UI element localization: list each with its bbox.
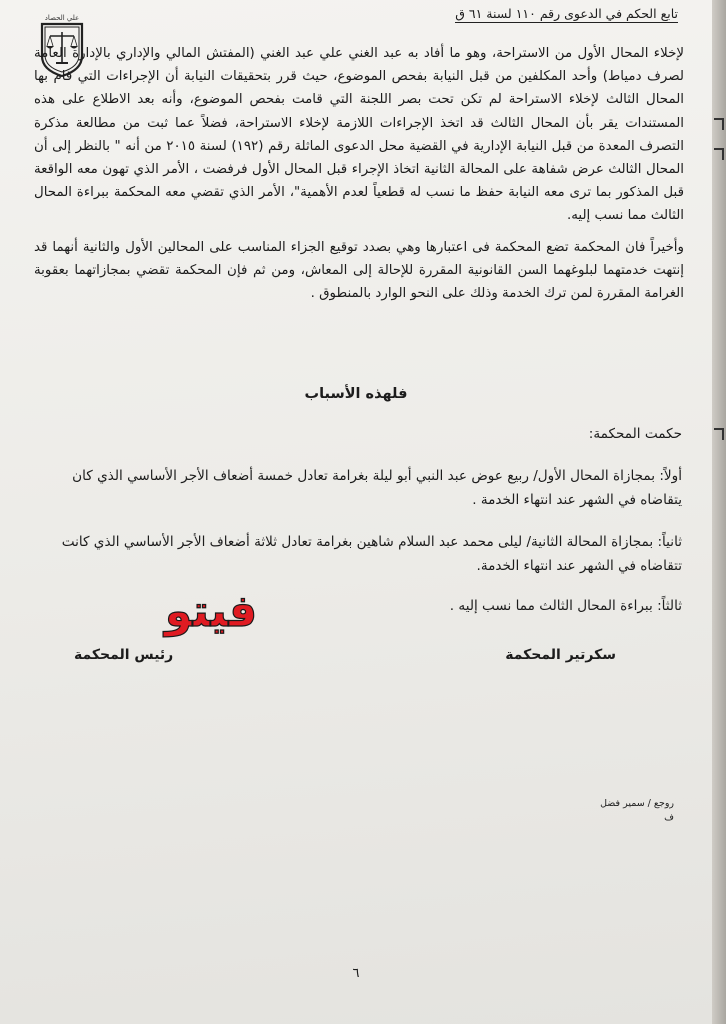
ruling-intro-text: حكمت المحكمة:: [588, 426, 682, 442]
case-reference-text: تابع الحكم في الدعوى رقم ١١٠ لسنة ٦١ ق: [455, 6, 678, 21]
judgment-body: [34, 42, 684, 305]
body-paragraph: لإخلاء المحال الأول من الاستراحة، وهو ما أفاد به عبد الغني علي عبد الغني (المفتش المالي والإداري بالإدارة العامة لصرف دمياط) وأحد المكلفين من قبل النيابة بفحص الموضوع، حيث قرر بتحقيقات النيابة أن الإجراءات التي قام بها المحال الثالث لإخلاء الاستراحة لم تكن تحت بصر اللجنة التي قامت بفحص الموضوع، وأنه بعد الاطلاع على هذه المستندات يقر بأن المحال الثالث قد اتخذ الإجراءات اللازمة لإخلاء الاستراحة، فضلاً عما ثبت من مطالعة مذكرة التصرف المعدة من قبل النيابة الإدارية في القضية محل الدعوى الماثلة رقم (١٩٢) لسنة ٢٠١٥ من أنه " بالنظر إلى أن المحال الثالث عرض شفاهة على المحالة الثانية اتخاذ الإجراء قبل المحال الأول فرفضت ، الأمر الذي تهون معه الواقعة قبل المذكور بما ترى معه النيابة حفظ ما نسب له قطعياً لعدم الأهمية"، الأمر الذي تقضي معه المحكمة ببراءة المحال الثالث مما نسب إليه.: [34, 46, 684, 224]
ruling-item-text: ثانياً: بمجازاة المحالة الثانية/ ليلى محمد عبد السلام شاهين بغرامة تعادل ثلاثة أضعاف الأجر الأساسي الذي كانت تتقاضاه في الشهر عند انتهاء الخدمة.: [61, 534, 682, 574]
ruling-intro: [30, 422, 682, 446]
review-initial: ف: [664, 812, 674, 823]
ruling-item-second: [30, 530, 682, 578]
ruling-item-text: ثالثاً: ببراءة المحال الثالث مما نسب إليه .: [449, 598, 682, 614]
ruling-item-third: [30, 594, 682, 618]
body-paragraph: وأخيراً فان المحكمة تضع المحكمة فى اعتبارها وهي بصدد توقيع الجزاء المناسب على المحالين الأول والثانية أنهما قد إنتهت خدمتهما لبلوغهما السن القانونية المقررة للإحالة إلى المعاش، ومن ثم فإن المحكمة تقضي بمجازاتهما بعقوبة الغرامة المقررة لمن ترك الخدمة وذلك على النحو الوارد بالمنطوق .: [34, 239, 684, 302]
review-note: [600, 797, 674, 825]
watermark-logo: [136, 580, 286, 640]
logo-caption: علي الحصاد: [44, 14, 80, 22]
case-reference-header: [110, 6, 678, 21]
ruling-item-text: أولاً: بمجازاة المحال الأول/ ربيع عوض عبد النبي أبو ليلة بغرامة تعادل خمسة أضعاف الأجر الأساسي الذي كان يتقاضاه في الشهر عند انتهاء الخدمة .: [72, 468, 682, 508]
edge-ink-mark: [714, 148, 724, 160]
secretary-signature-label: سكرتير المحكمة: [505, 647, 616, 663]
ruling-item-first: [30, 464, 682, 512]
adjacent-page-edge: [712, 0, 726, 1024]
page-number: ٦: [352, 966, 360, 981]
watermark-text: فيتو: [164, 586, 258, 637]
president-signature-label: رئيس المحكمة: [74, 647, 174, 663]
reasons-heading: فلهذه الأسباب: [304, 386, 408, 402]
edge-ink-mark: [714, 428, 724, 440]
review-line: روجع / سمير فضل: [600, 798, 674, 809]
edge-ink-mark: [714, 118, 724, 130]
